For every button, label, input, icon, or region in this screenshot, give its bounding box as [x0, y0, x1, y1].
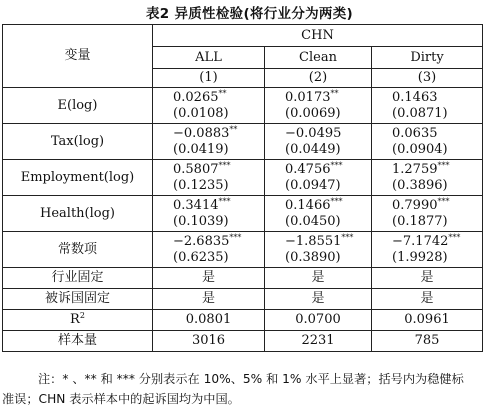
coefficient-value: 0.0173	[285, 89, 331, 105]
coefficient-value: 0.0265	[173, 89, 219, 105]
coefficient-value: 0.5807	[173, 161, 219, 177]
r2-label	[3, 310, 153, 331]
coefficient-cell	[265, 232, 372, 268]
coefficient-cell	[265, 88, 372, 124]
variable-label: Tax(log)	[3, 124, 153, 160]
coefficient-value: 0.4756	[285, 161, 331, 177]
coefficient-line	[392, 90, 482, 106]
control-value: 是	[372, 268, 483, 289]
control-label: 被诉国固定	[3, 289, 153, 310]
coefficient-rows	[3, 88, 483, 268]
standard-error: (1.9928)	[392, 249, 448, 265]
significance-stars: ***	[218, 160, 231, 170]
coefficient-line	[173, 198, 264, 214]
significance-stars: ***	[218, 196, 231, 206]
coefficient-value: 0.1463	[392, 89, 438, 105]
significance-stars: **	[330, 88, 339, 98]
variable-label: E(log)	[3, 88, 153, 124]
coefficient-cell	[265, 196, 372, 232]
column-header: Dirty	[372, 47, 483, 69]
n-row	[3, 331, 483, 352]
variable-label: 常数项	[3, 232, 153, 268]
column-header: ALL	[153, 47, 265, 69]
table-note: 注：* 、** 和 *** 分别表示在 10%、5% 和 1% 水平上显著；括号内为稳健标准误；CHN 表示样本中的起诉国均为中国。	[2, 372, 464, 406]
coefficient-row	[3, 196, 483, 232]
coefficient-cell	[265, 160, 372, 196]
coefficient-value: 0.1466	[285, 197, 331, 213]
significance-stars: ***	[448, 232, 461, 242]
standard-error: (0.0069)	[285, 105, 341, 121]
coefficient-row	[3, 232, 483, 268]
variable-header: 变量	[3, 25, 153, 88]
coefficient-line	[285, 90, 371, 106]
coefficient-line	[285, 126, 371, 142]
control-row	[3, 268, 483, 289]
control-rows	[3, 268, 483, 310]
r2-value: 0.0700	[265, 310, 372, 331]
significance-stars: **	[218, 88, 227, 98]
regression-table	[2, 24, 483, 352]
coefficient-value: −7.1742	[392, 233, 449, 249]
coefficient-line	[392, 162, 482, 178]
standard-error: (0.6235)	[173, 249, 229, 265]
r2-label-sup: 2	[79, 311, 85, 320]
variable-label: Employment(log)	[3, 160, 153, 196]
coefficient-line	[285, 162, 371, 178]
coefficient-line	[173, 162, 264, 178]
coefficient-value: −0.0495	[285, 125, 342, 141]
column-header: Clean	[265, 47, 372, 69]
coefficient-value: 1.2759	[392, 161, 438, 177]
n-value: 3016	[153, 331, 265, 352]
column-number: (1)	[153, 69, 265, 88]
table-title: 表2 异质性检验(将行业分为两类)	[145, 6, 354, 22]
coefficient-value: −1.8551	[285, 233, 342, 249]
header-row-group	[3, 25, 483, 47]
coefficient-value: 0.0635	[392, 125, 438, 141]
column-number: (3)	[372, 69, 483, 88]
significance-stars: ***	[229, 232, 242, 242]
standard-error: (0.0450)	[285, 213, 341, 229]
n-label: 样本量	[3, 331, 153, 352]
r2-value: 0.0961	[372, 310, 483, 331]
coefficient-cell	[265, 124, 372, 160]
control-value: 是	[265, 268, 372, 289]
standard-error: (0.3890)	[285, 249, 341, 265]
coefficient-line	[173, 234, 264, 250]
control-value: 是	[153, 289, 265, 310]
significance-stars: ***	[330, 196, 343, 206]
variable-label: Health(log)	[3, 196, 153, 232]
coefficient-value: 0.7990	[392, 197, 438, 213]
coefficient-line	[173, 90, 264, 106]
coefficient-cell	[372, 124, 483, 160]
coefficient-cell	[153, 124, 265, 160]
coefficient-row	[3, 160, 483, 196]
standard-error: (0.1877)	[392, 213, 448, 229]
significance-stars: ***	[341, 232, 354, 242]
coefficient-value: −2.6835	[173, 233, 230, 249]
standard-error: (0.1235)	[173, 177, 229, 193]
control-row	[3, 289, 483, 310]
coefficient-cell	[153, 232, 265, 268]
coefficient-line	[285, 198, 371, 214]
standard-error: (0.0419)	[173, 141, 229, 157]
coefficient-value: 0.3414	[173, 197, 219, 213]
coefficient-cell	[372, 88, 483, 124]
coefficient-cell	[153, 88, 265, 124]
coefficient-cell	[372, 160, 483, 196]
r2-label-base: R	[70, 312, 80, 327]
control-value: 是	[265, 289, 372, 310]
coefficient-value: −0.0883	[173, 125, 230, 141]
standard-error: (0.0449)	[285, 141, 341, 157]
coefficient-line	[285, 234, 371, 250]
coefficient-cell	[153, 160, 265, 196]
control-label: 行业固定	[3, 268, 153, 289]
coefficient-cell	[372, 232, 483, 268]
significance-stars: ***	[330, 160, 343, 170]
coefficient-line	[392, 198, 482, 214]
standard-error: (0.1039)	[173, 213, 229, 229]
standard-error: (0.0947)	[285, 177, 341, 193]
coefficient-row	[3, 88, 483, 124]
significance-stars: ***	[437, 160, 450, 170]
n-value: 2231	[265, 331, 372, 352]
significance-stars: **	[229, 124, 238, 134]
standard-error: (0.0108)	[173, 105, 229, 121]
standard-error: (0.3896)	[392, 177, 448, 193]
control-value: 是	[153, 268, 265, 289]
coefficient-line	[392, 234, 482, 250]
r2-row	[3, 310, 483, 331]
coefficient-cell	[372, 196, 483, 232]
n-value: 785	[372, 331, 483, 352]
coefficient-cell	[153, 196, 265, 232]
coefficient-row	[3, 124, 483, 160]
coefficient-line	[392, 126, 482, 142]
coefficient-line	[173, 126, 264, 142]
standard-error: (0.0904)	[392, 141, 448, 157]
standard-error: (0.0871)	[392, 105, 448, 121]
group-header: CHN	[153, 25, 483, 47]
r2-value: 0.0801	[153, 310, 265, 331]
control-value: 是	[372, 289, 483, 310]
column-number: (2)	[265, 69, 372, 88]
significance-stars: ***	[437, 196, 450, 206]
